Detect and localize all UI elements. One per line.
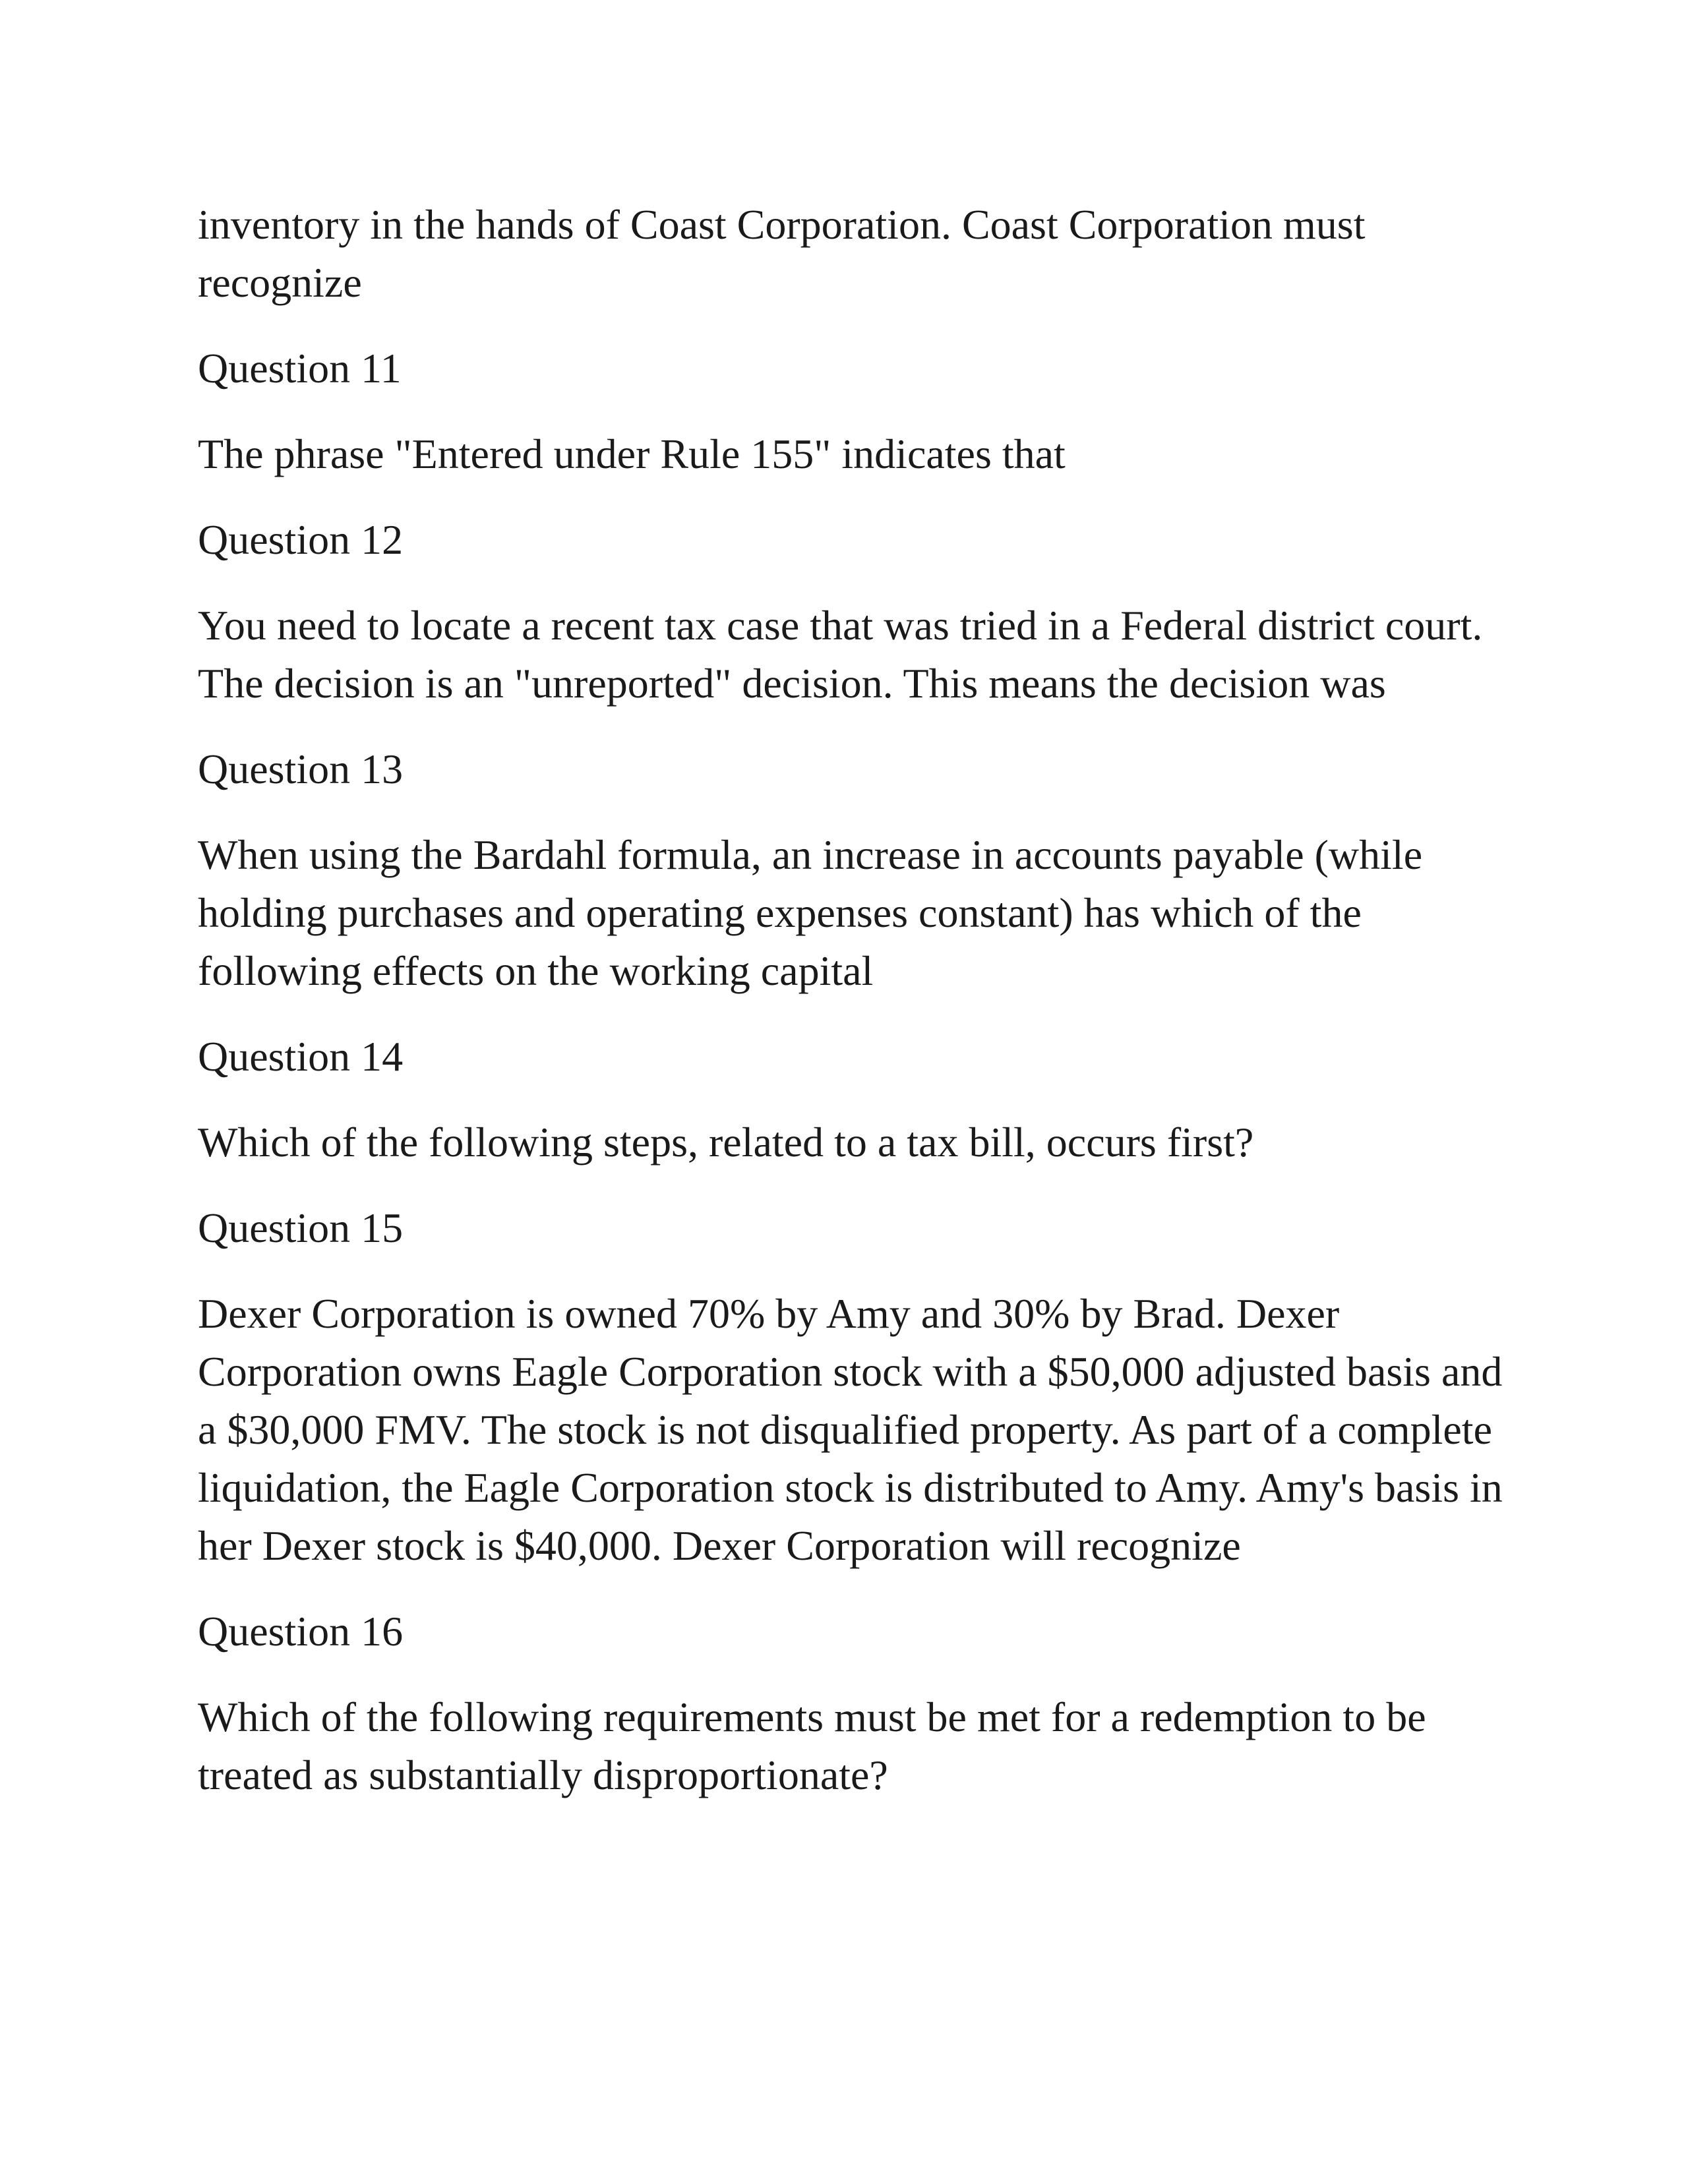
document-body	[198, 196, 1503, 1832]
question-heading-13: Question 13	[198, 746, 404, 792]
question-heading-12: Question 12	[198, 516, 404, 563]
question-text-11: The phrase "Entered under Rule 155" indicates that	[198, 430, 1066, 477]
question-text-16: Which of the following requirements must be met for a redemption to be treated as substantially disproportionate?	[198, 1694, 1426, 1798]
question-heading-14: Question 14	[198, 1033, 404, 1080]
question-text-14: Which of the following steps, related to a tax bill, occurs first?	[198, 1119, 1254, 1166]
question-heading-11: Question 11	[198, 345, 402, 392]
paragraph-q10-continued: inventory in the hands of Coast Corporation. Coast Corporation must recognize	[198, 201, 1366, 306]
question-text-13: When using the Bardahl formula, an increase in accounts payable (while holding purchases and operating expenses constant) has which of the following effects on the working capital	[198, 831, 1423, 994]
question-heading-16: Question 16	[198, 1608, 404, 1655]
question-text-12: You need to locate a recent tax case that was tried in a Federal district court. The decision is an "unreported" decision. This means the decision was	[198, 602, 1483, 707]
question-heading-15: Question 15	[198, 1204, 404, 1251]
question-text-15: Dexer Corporation is owned 70% by Amy and 30% by Brad. Dexer Corporation owns Eagle Corporation stock with a $50,000 adjusted basis and a $30,000 FMV. The stock is not disqualified property. As part of a complete liquidation, the Eagle Corporation stock is distributed to Amy. Amy's basis in her Dexer stock is $40,000. Dexer Corporation will recognize	[198, 1290, 1503, 1569]
